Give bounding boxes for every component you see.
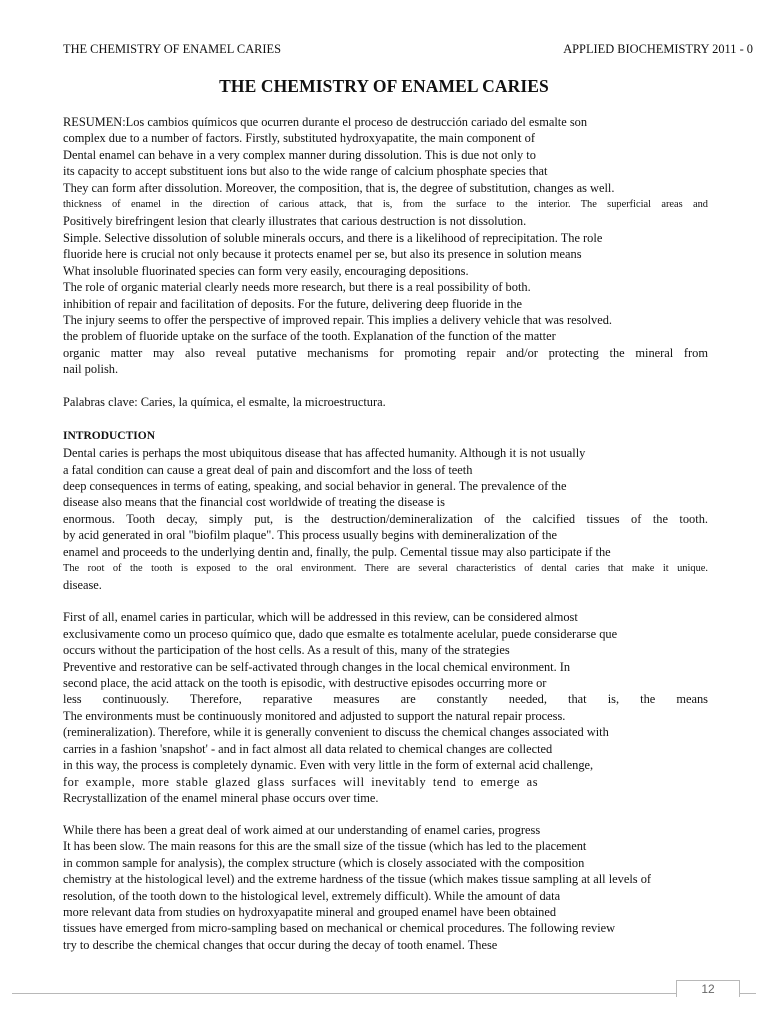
abstract-line: complex due to a number of factors. Firstly, substituted hydroxyapatite, the main component of <box>63 131 535 145</box>
paragraph-2-line: exclusivamente como un proceso químico que, dado que esmalte es totalmente acelular, puede considerarse que <box>63 627 618 641</box>
abstract-line: Dental enamel can behave in a very complex manner during dissolution. This is due not only to <box>63 148 536 162</box>
paragraph-2-line: The environments must be continuously monitored and adjusted to support the natural repair process. <box>63 709 566 723</box>
paragraph-2-line: First of all, enamel caries in particular, which will be addressed in this review, can be considered almost <box>63 610 578 624</box>
paragraph-3-line: tissues have emerged from micro-sampling based on mechanical or chemical procedures. The following review <box>63 921 616 935</box>
abstract-line: organic matter may also reveal putative mechanisms for promoting repair and/or protecting the mineral from <box>63 346 708 360</box>
abstract-line: inhibition of repair and facilitation of deposits. For the future, delivering deep fluoride in the <box>63 297 523 311</box>
paragraph-3-line: in common sample for analysis), the complex structure (which is closely associated with the composition <box>63 856 585 870</box>
intro-line: a fatal condition can cause a great deal of pain and discomfort and the loss of teeth <box>63 463 473 477</box>
paragraph-2-line: carries in a fashion 'snapshot' - and in fact almost all data related to chemical changes are collected <box>63 742 553 756</box>
paragraph-3-line: It has been slow. The main reasons for this are the small size of the tissue (which has led to the placement <box>63 839 587 853</box>
intro-line: enormous. Tooth decay, simply put, is the destruction/demineralization of the calcified tissues of the tooth. <box>63 512 708 526</box>
intro-line: Dental caries is perhaps the most ubiquitous disease that has affected humanity. Although it is not usually <box>63 446 586 460</box>
paragraph-3-line: try to describe the chemical changes that occur during the decay of tooth enamel. These <box>63 938 498 952</box>
abstract-line: What insoluble fluorinated species can form very easily, encouraging depositions. <box>63 264 469 278</box>
paragraph-3-line: While there has been a great deal of work aimed at our understanding of enamel caries, progress <box>63 823 541 837</box>
abstract-line: fluoride here is crucial not only because it protects enamel per se, but also its presence in solution means <box>63 247 582 261</box>
paragraph-2-line: occurs without the participation of the host cells. As a result of this, many of the strategies <box>63 643 510 657</box>
intro-line: enamel and proceeds to the underlying dentin and, finally, the pulp. Cemental tissue may also participate if the <box>63 545 611 559</box>
intro-line: disease also means that the financial cost worldwide of treating the disease is <box>63 495 445 509</box>
abstract-line: nail polish. <box>63 362 119 376</box>
paragraph-2-line: second place, the acid attack on the tooth is episodic, with destructive episodes occurring more or <box>63 676 547 690</box>
abstract-line: the problem of fluoride uptake on the surface of the tooth. Explanation of the function of the matter <box>63 329 556 343</box>
document-title: THE CHEMISTRY OF ENAMEL CARIES <box>219 76 549 96</box>
paragraph-3-line: more relevant data from studies on hydroxyapatite mineral and grouped enamel have been obtained <box>63 905 557 919</box>
paragraph-3-line: chemistry at the histological level) and the extreme hardness of the tissue (which makes tissue sampling at all levels of <box>63 872 652 886</box>
intro-line: disease. <box>63 578 102 592</box>
paragraph-2-line: for example, more stable glazed glass surfaces will inevitably tend to emerge as <box>63 775 539 789</box>
footer-rule <box>12 993 756 994</box>
paragraph-2-line: in this way, the process is completely dynamic. Even with very little in the form of external acid challenge, <box>63 758 594 772</box>
running-header <box>63 42 753 58</box>
header-left-title: THE CHEMISTRY OF ENAMEL CARIES <box>63 42 281 56</box>
paragraph-2-line: Preventive and restorative can be self-activated through changes in the local chemical environment. In <box>63 660 571 674</box>
abstract-line: The injury seems to offer the perspective of improved repair. This implies a delivery vehicle that was resolved. <box>63 313 613 327</box>
abstract-line: Simple. Selective dissolution of soluble minerals occurs, and there is a likelihood of reprecipitation. The role <box>63 231 603 245</box>
paragraph-2-line: Recrystallization of the enamel mineral phase occurs over time. <box>63 791 379 805</box>
abstract-line: thickness of enamel in the direction of carious attack, that is, from the surface to the interior. The superficial areas and <box>63 199 708 210</box>
abstract-line: RESUMEN:Los cambios químicos que ocurren durante el proceso de destrucción cariado del esmalte son <box>63 115 588 129</box>
paragraph-3-line: resolution, of the tooth down to the histological level, extremely difficult). While the amount of data <box>63 889 561 903</box>
keywords: Palabras clave: Caries, la química, el esmalte, la microestructura. <box>63 395 386 409</box>
abstract-line: The role of organic material clearly needs more research, but there is a real possibility of both. <box>63 280 531 294</box>
page-number: 12 <box>676 980 740 997</box>
paragraph-2-line: (remineralization). Therefore, while it is generally convenient to discuss the chemical changes associated with <box>63 725 609 739</box>
paragraph-2-line: less continuously. Therefore, reparative measures are constantly needed, that is, the means <box>63 692 708 706</box>
abstract-line: They can form after dissolution. Moreover, the composition, that is, the degree of substitution, changes as well. <box>63 181 615 195</box>
header-right-course: APPLIED BIOCHEMISTRY 2011 - 0 <box>563 42 753 56</box>
intro-line: by acid generated in oral "biofilm plaque". This process usually begins with demineralization of the <box>63 528 558 542</box>
abstract-line: Positively birefringent lesion that clearly illustrates that carious destruction is not dissolution. <box>63 214 527 228</box>
section-heading-introduction: INTRODUCTION <box>63 430 156 442</box>
intro-line: deep consequences in terms of eating, speaking, and social behavior in general. The prevalence of the <box>63 479 567 493</box>
abstract-line: its capacity to accept substituent ions but also to the wide range of calcium phosphate species that <box>63 164 548 178</box>
intro-line: The root of the tooth is exposed to the oral environment. There are several characteristics of dental caries that make it unique. <box>63 563 708 574</box>
